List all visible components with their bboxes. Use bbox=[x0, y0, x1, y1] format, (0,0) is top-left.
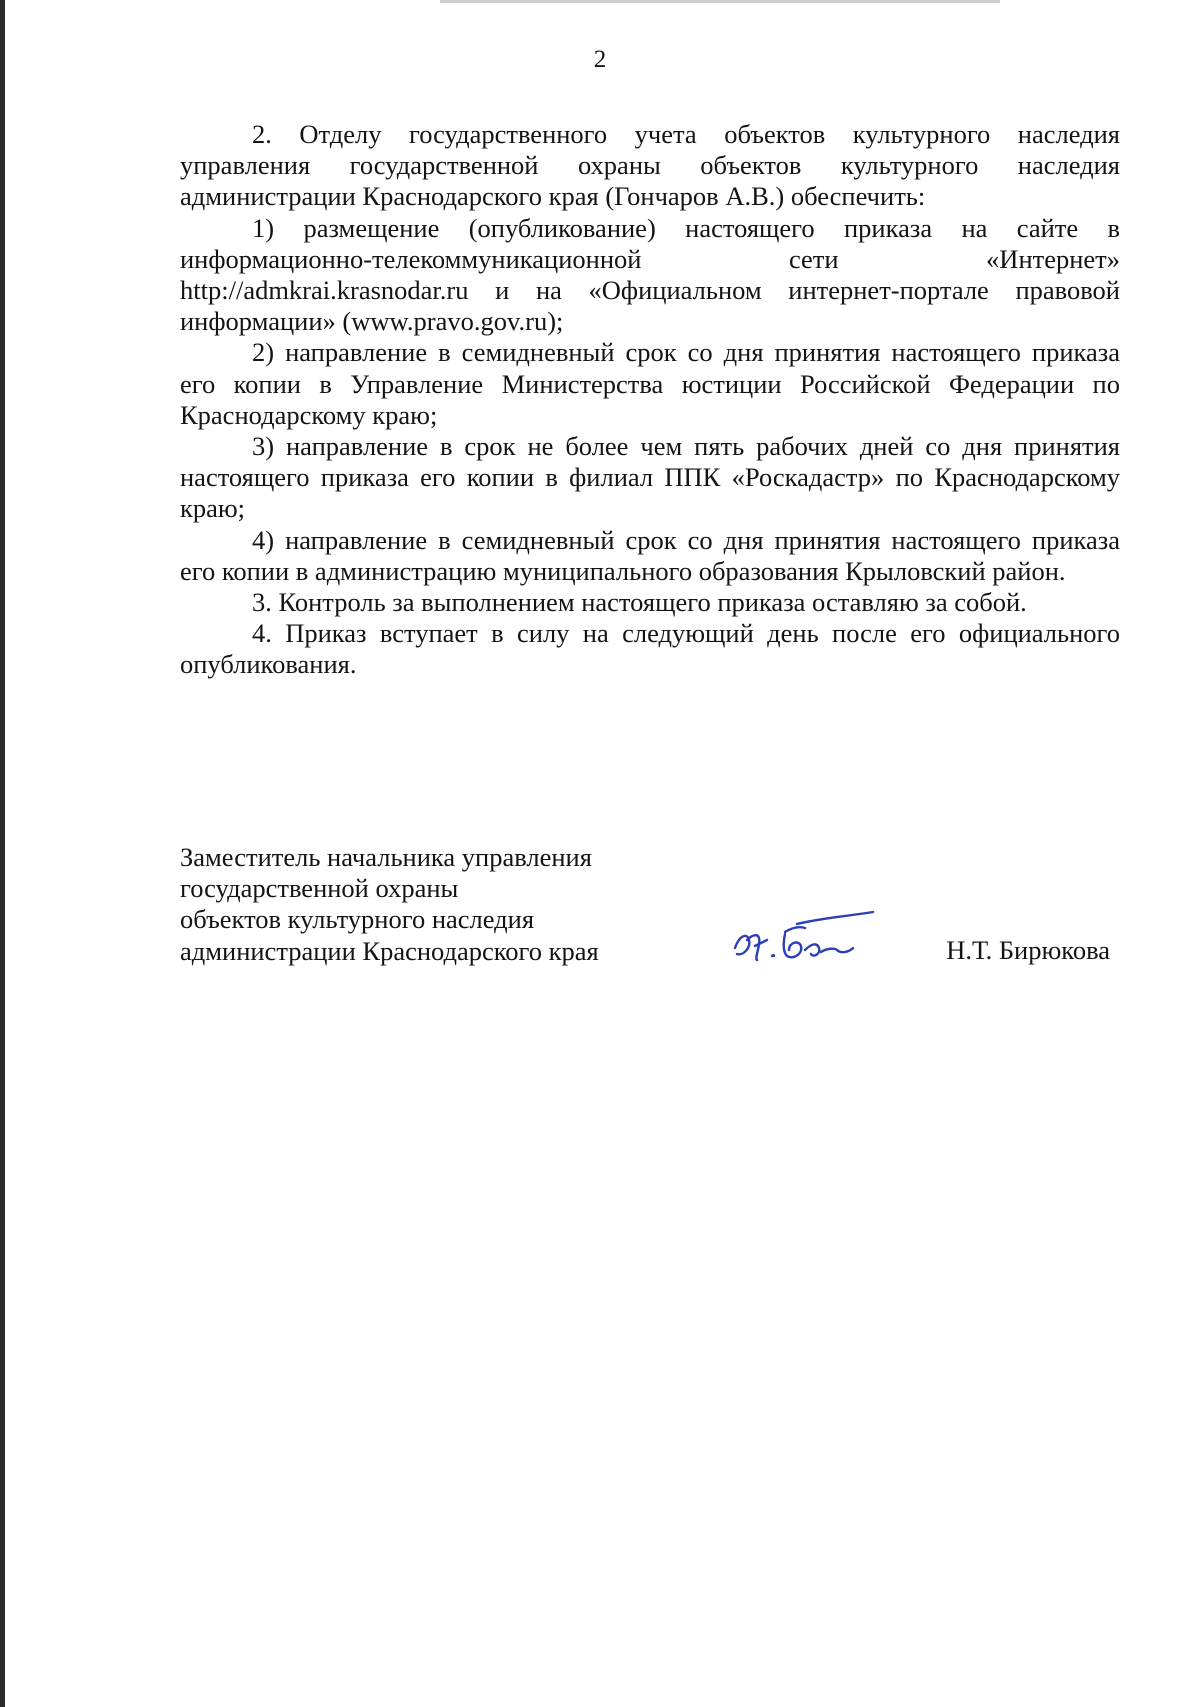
document-body bbox=[180, 119, 1120, 681]
page-number: 2 bbox=[593, 46, 607, 73]
signature-block bbox=[180, 842, 1120, 972]
signatory-title-line: Заместитель начальника управления bbox=[180, 842, 592, 872]
signatory-title bbox=[180, 842, 700, 967]
handwritten-signature bbox=[725, 910, 895, 970]
paragraph-subitem-1: 1) размещение (опубликование) настоящего приказа на сайте в информационно-телекоммуникационной сети «Интернет» http://admkrai.krasnodar.ru и на «Официальном интернет-портале правовой информации» (www.pravo.gov.ru); bbox=[180, 212, 1120, 337]
scan-edge-top bbox=[440, 0, 1000, 3]
signatory-title-line: администрации Краснодарского края bbox=[180, 935, 599, 966]
paragraph-subitem-3: 3) направление в срок не более чем пять рабочих дней со дня принятия настоящего приказа его копии в филиал ППК «Роскадастр» по Краснодарскому краю; bbox=[180, 431, 1120, 524]
signatory-name: Н.Т. Бирюкова bbox=[946, 935, 1110, 965]
paragraph-item-2: 2. Отделу государственного учета объектов культурного наследия управления государственной охраны объектов культурного наследия администрации Краснодарского края (Гончаров А.В.) обеспечить: bbox=[180, 119, 1120, 212]
scan-edge-left bbox=[0, 0, 5, 1707]
signatory-title-line: объектов культурного наследия bbox=[180, 904, 535, 935]
paragraph-subitem-2: 2) направление в семидневный срок со дня принятия настоящего приказа его копии в Управление Министерства юстиции Российской Федерации по Краснодарскому краю; bbox=[180, 337, 1120, 430]
paragraph-item-3: 3. Контроль за выполнением настоящего приказа оставляю за собой. bbox=[252, 587, 1027, 618]
signatory-title-line: государственной охраны bbox=[180, 873, 459, 904]
paragraph-subitem-4: 4) направление в семидневный срок со дня принятия настоящего приказа его копии в администрацию муниципального образования Крыловский район. bbox=[180, 524, 1120, 586]
paragraph-item-4: 4. Приказ вступает в силу на следующий день после его официального опубликования. bbox=[180, 618, 1120, 680]
